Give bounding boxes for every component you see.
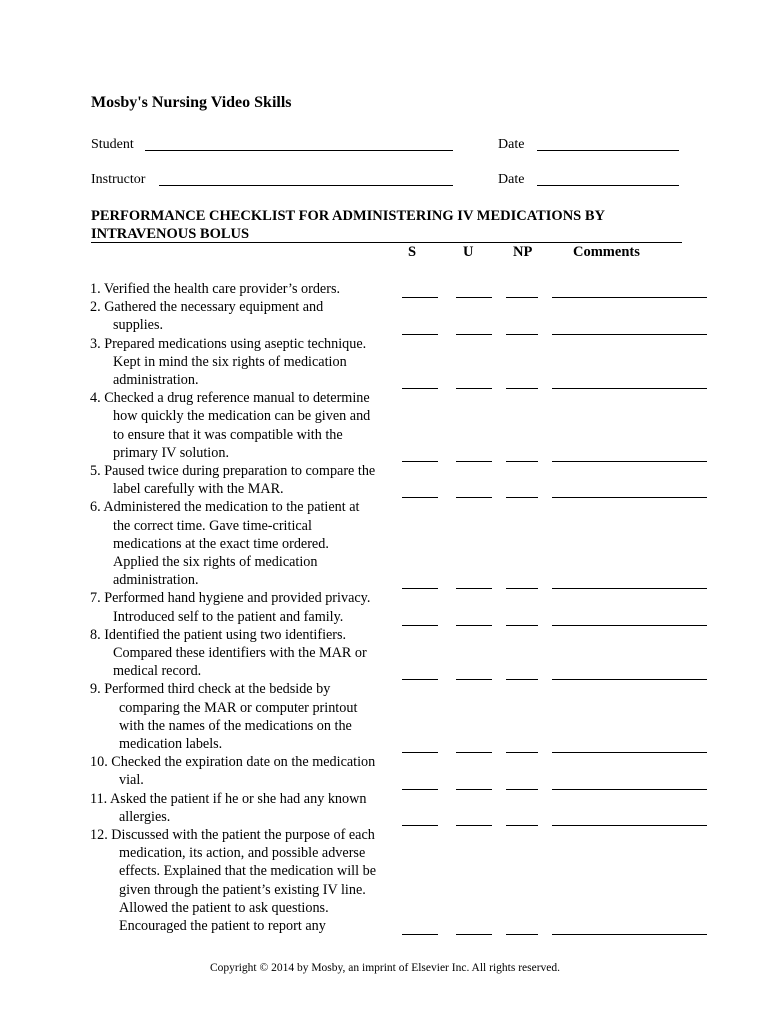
item-3-u-field[interactable] <box>456 388 492 389</box>
item-1-u-field[interactable] <box>456 297 492 298</box>
item-6-u-field[interactable] <box>456 588 492 589</box>
item-11-u-field[interactable] <box>456 825 492 826</box>
item-5-comments-field[interactable] <box>552 497 707 498</box>
checklist-item-text: administration. <box>113 372 199 388</box>
item-11-comments-field[interactable] <box>552 825 707 826</box>
item-1-comments-field[interactable] <box>552 297 707 298</box>
item-10-u-field[interactable] <box>456 789 492 790</box>
checklist-item-text: Allowed the patient to ask questions. <box>119 899 329 916</box>
checklist-item-text: medications at the exact time ordered. <box>113 535 329 552</box>
item-9-u-field[interactable] <box>456 752 492 753</box>
instructor-name-field[interactable] <box>159 185 453 186</box>
student-date-label: Date <box>498 137 525 152</box>
item-8-comments-field[interactable] <box>552 679 707 680</box>
checklist-item-text: 7. Performed hand hygiene and provided privacy. <box>90 590 371 607</box>
item-5-u-field[interactable] <box>456 497 492 498</box>
checklist-item-text: 2. Gathered the necessary equipment and <box>90 299 324 316</box>
checklist-item-12 <box>90 826 400 935</box>
checklist-item-text: 9. Performed third check at the bedside by <box>90 681 331 698</box>
student-name-field[interactable] <box>145 150 453 151</box>
item-7-s-field[interactable] <box>402 625 438 626</box>
item-3-np-field[interactable] <box>506 388 538 389</box>
checklist-item-text: 12. Discussed with the patient the purpose of each <box>90 827 375 843</box>
checklist-item-4 <box>90 389 400 462</box>
checklist-item-text: how quickly the medication can be given and <box>113 408 371 425</box>
checklist-item-text: Kept in mind the six rights of medication <box>113 353 347 370</box>
item-12-np-field[interactable] <box>506 934 538 935</box>
item-2-u-field[interactable] <box>456 334 492 335</box>
checklist-item-text: primary IV solution. <box>113 444 229 461</box>
checklist-heading <box>91 207 691 243</box>
checklist-item-3 <box>90 335 400 390</box>
checklist-item-text: 11. Asked the patient if he or she had any known <box>90 790 367 807</box>
item-6-comments-field[interactable] <box>552 588 707 589</box>
item-9-s-field[interactable] <box>402 752 438 753</box>
heading-divider <box>91 242 682 243</box>
checklist-item-6 <box>90 498 400 589</box>
item-2-s-field[interactable] <box>402 334 438 335</box>
item-5-np-field[interactable] <box>506 497 538 498</box>
checklist-item-text: Encouraged the patient to report any <box>119 918 326 935</box>
checklist-item-text: with the names of the medications on the <box>119 717 352 734</box>
column-header-s: S <box>408 244 417 260</box>
instructor-label: Instructor <box>91 172 146 187</box>
checklist-item-text: comparing the MAR or computer printout <box>119 699 358 716</box>
checklist-item-11 <box>90 790 400 826</box>
checklist-item-text: to ensure that it was compatible with the <box>113 426 343 443</box>
item-8-u-field[interactable] <box>456 679 492 680</box>
checklist-item-1 <box>90 280 400 298</box>
checklist-heading-line2: INTRAVENOUS BOLUS <box>91 226 250 242</box>
item-10-np-field[interactable] <box>506 789 538 790</box>
checklist-item-text: label carefully with the MAR. <box>113 481 284 498</box>
column-header-comments: Comments <box>573 244 640 260</box>
checklist-item-text: supplies. <box>113 317 164 334</box>
item-3-comments-field[interactable] <box>552 388 707 389</box>
item-9-comments-field[interactable] <box>552 752 707 753</box>
item-9-np-field[interactable] <box>506 752 538 753</box>
checklist-item-5 <box>90 462 400 498</box>
item-10-comments-field[interactable] <box>552 789 707 790</box>
item-11-s-field[interactable] <box>402 825 438 826</box>
item-4-s-field[interactable] <box>402 461 438 462</box>
item-7-np-field[interactable] <box>506 625 538 626</box>
checklist-item-text: 8. Identified the patient using two identifiers. <box>90 626 347 643</box>
checklist-item-text: allergies. <box>119 808 171 825</box>
checklist-item-text: medication, its action, and possible adverse <box>119 845 366 862</box>
checklist-item-text: 1. Verified the health care provider’s orders. <box>90 281 341 297</box>
item-1-s-field[interactable] <box>402 297 438 298</box>
item-11-np-field[interactable] <box>506 825 538 826</box>
item-8-s-field[interactable] <box>402 679 438 680</box>
checklist-item-10 <box>90 753 400 789</box>
checklist-item-text: 10. Checked the expiration date on the medication <box>90 754 376 771</box>
checklist-item-7 <box>90 589 400 625</box>
item-6-s-field[interactable] <box>402 588 438 589</box>
item-5-s-field[interactable] <box>402 497 438 498</box>
checklist-item-text: 5. Paused twice during preparation to compare the <box>90 463 376 479</box>
checklist-item-text: vial. <box>119 772 144 789</box>
item-4-comments-field[interactable] <box>552 461 707 462</box>
item-8-np-field[interactable] <box>506 679 538 680</box>
item-4-u-field[interactable] <box>456 461 492 462</box>
item-2-comments-field[interactable] <box>552 334 707 335</box>
checklist-item-text: 6. Administered the medication to the patient at <box>90 499 360 516</box>
item-4-np-field[interactable] <box>506 461 538 462</box>
item-6-np-field[interactable] <box>506 588 538 589</box>
item-1-np-field[interactable] <box>506 297 538 298</box>
checklist-item-9 <box>90 680 400 753</box>
item-2-np-field[interactable] <box>506 334 538 335</box>
student-label: Student <box>91 137 134 152</box>
checklist-item-text: administration. <box>113 572 199 589</box>
checklist-item-text: medication labels. <box>119 736 223 752</box>
column-header-np: NP <box>513 244 533 260</box>
item-10-s-field[interactable] <box>402 789 438 790</box>
checklist-heading-line1: PERFORMANCE CHECKLIST FOR ADMINISTERING IV MEDICATIONS BY <box>91 208 606 224</box>
checklist-item-text: effects. Explained that the medication will be <box>119 863 376 880</box>
checklist-item-text: Introduced self to the patient and family. <box>113 608 344 625</box>
checklist-item-text: given through the patient’s existing IV line. <box>119 881 366 898</box>
checklist-item-text: Compared these identifiers with the MAR or <box>113 645 367 661</box>
copyright-footer: Copyright © 2014 by Mosby, an imprint of Elsevier Inc. All rights reserved. <box>209 962 561 974</box>
checklist-item-2 <box>90 298 400 334</box>
checklist-item-text: 3. Prepared medications using aseptic technique. <box>90 335 367 352</box>
instructor-date-label: Date <box>498 172 525 187</box>
student-date-field[interactable] <box>537 150 679 151</box>
item-12-comments-field[interactable] <box>552 934 707 935</box>
checklist-item-8 <box>90 626 400 681</box>
item-12-u-field[interactable] <box>456 934 492 935</box>
item-7-comments-field[interactable] <box>552 625 707 626</box>
item-12-s-field[interactable] <box>402 934 438 935</box>
checklist-item-text: Applied the six rights of medication <box>113 554 318 570</box>
checklist-item-text: 4. Checked a drug reference manual to determine <box>90 390 370 407</box>
page-title: Mosby's Nursing Video Skills <box>91 94 292 111</box>
instructor-date-field[interactable] <box>537 185 679 186</box>
column-header-u: U <box>463 244 474 260</box>
item-3-s-field[interactable] <box>402 388 438 389</box>
checklist-item-text: the correct time. Gave time-critical <box>113 517 312 534</box>
checklist-item-text: medical record. <box>113 663 202 680</box>
item-7-u-field[interactable] <box>456 625 492 626</box>
